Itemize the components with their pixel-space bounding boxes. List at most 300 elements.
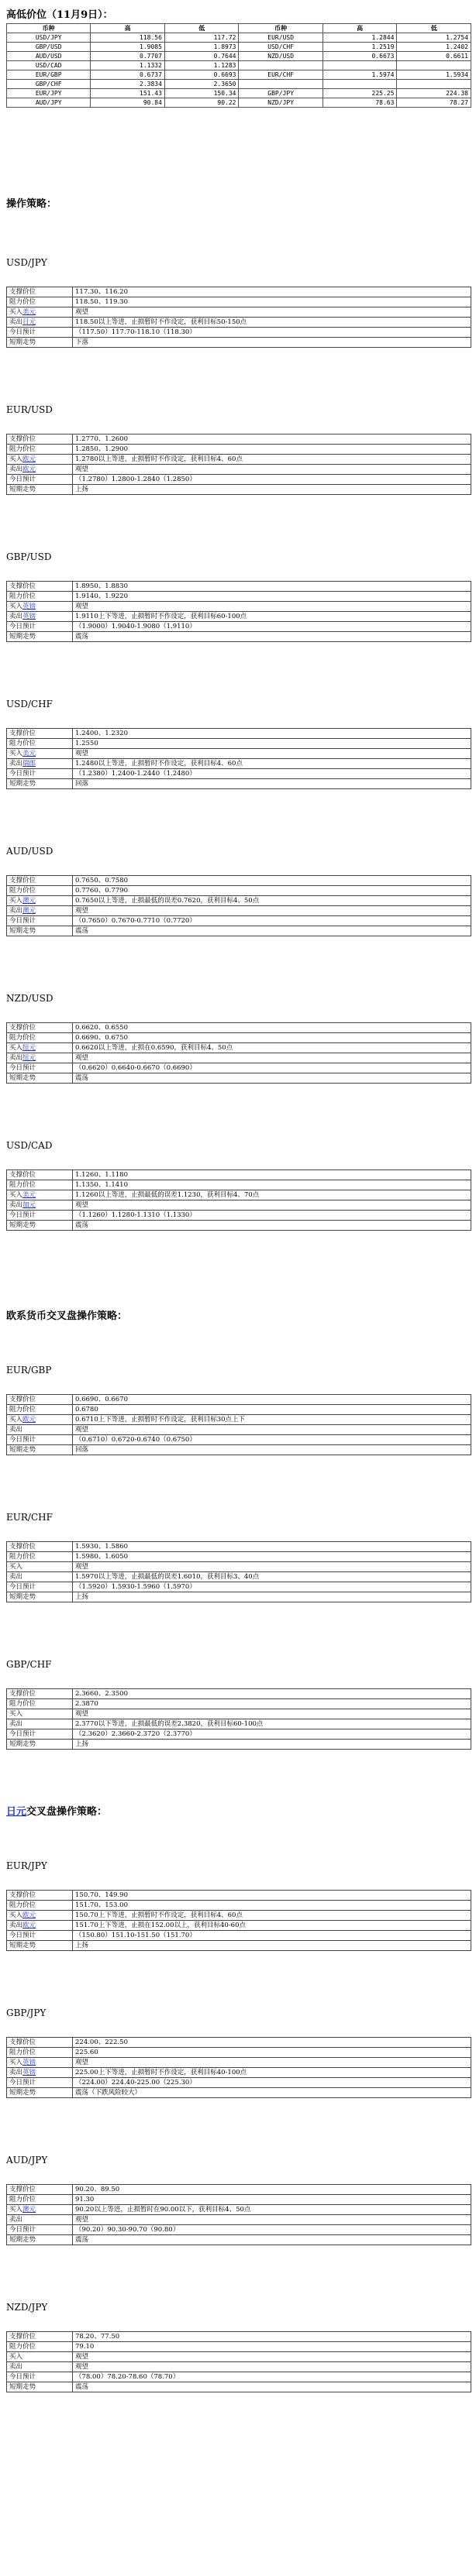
row-label-text: 阻力价位 — [9, 1700, 36, 1708]
buy-row — [7, 1190, 471, 1200]
today-row — [7, 1063, 471, 1073]
row-label-text: 支撑价位 — [9, 1171, 36, 1179]
row-label — [7, 729, 73, 739]
row-label — [7, 1562, 73, 1572]
currency-link[interactable]: 英镑 — [22, 613, 36, 620]
support-row — [7, 434, 471, 445]
strategy-table — [6, 287, 471, 348]
row-value: 225.60 — [73, 2048, 471, 2058]
pair-title: EUR/CHF — [6, 1512, 53, 1523]
row-label — [7, 1200, 73, 1211]
high-low-cell: 0.6737 — [91, 70, 165, 80]
row-value: 1.9110上下等进，止损暂时不作设定，获利目标60-100点 — [73, 612, 471, 622]
header-cell: 币种 — [7, 24, 91, 33]
page-title: 高低价位（11月9日）： — [6, 9, 113, 21]
row-label — [7, 2205, 73, 2215]
resistance-row — [7, 1033, 471, 1043]
header-cell: 币种 — [239, 24, 323, 33]
row-label — [7, 475, 73, 485]
trend-row — [7, 2088, 471, 2098]
row-label — [7, 582, 73, 592]
high-low-cell: 1.2402 — [397, 43, 471, 52]
row-value: 2.3660、2.3500 — [73, 1689, 471, 1699]
row-value: 79.10 — [73, 2342, 471, 2352]
high-low-cell: EUR/JPY — [7, 89, 91, 98]
row-label-text: 支撑价位 — [9, 435, 36, 443]
pair-title: AUD/USD — [6, 846, 53, 857]
row-value: （0.7650）0.7670-0.7710（0.7720） — [73, 916, 471, 926]
buy-row — [7, 749, 471, 759]
row-label — [7, 1023, 73, 1033]
support-row — [7, 2038, 471, 2048]
resistance-row — [7, 1901, 471, 1911]
high-low-cell: 1.9085 — [91, 43, 165, 52]
row-label-text: 阻力价位 — [9, 1181, 36, 1189]
header-cell: 高 — [323, 24, 397, 33]
high-low-cell: GBP/CHF — [7, 80, 91, 89]
currency-link[interactable]: 瑞郎 — [22, 760, 36, 768]
trend-row — [7, 1941, 471, 1951]
resistance-row — [7, 1180, 471, 1190]
trend-row — [7, 632, 471, 642]
row-label-text: 阻力价位 — [9, 2343, 36, 2351]
support-row — [7, 2185, 471, 2195]
currency-link[interactable]: 欧元 — [22, 455, 36, 463]
high-low-cell: 1.2754 — [397, 33, 471, 43]
row-label-text: 卖出 — [9, 1922, 23, 1929]
resistance-row — [7, 1699, 471, 1709]
row-label — [7, 318, 73, 328]
high-low-cell: 2.3834 — [91, 80, 165, 89]
high-low-cell: 224.38 — [397, 89, 471, 98]
row-value: 2.3770以下等进，止损最低的误差2.3820，获利目标60-100点 — [73, 1719, 471, 1729]
row-value: 观望 — [73, 906, 471, 916]
high-low-cell: 117.72 — [164, 33, 239, 43]
currency-link[interactable]: 美元 — [22, 1191, 36, 1199]
high-low-cell: 1.1283 — [164, 61, 239, 70]
buy-row — [7, 1043, 471, 1053]
row-label — [7, 779, 73, 789]
row-label — [7, 1415, 73, 1425]
row-label-text: 短期走势 — [9, 1446, 36, 1454]
row-label-text: 短期走势 — [9, 1221, 36, 1229]
yen-cross-link[interactable]: 日元 — [6, 1806, 27, 1818]
high-low-table — [6, 23, 471, 108]
row-label — [7, 328, 73, 338]
high-low-cell: 225.25 — [323, 89, 397, 98]
row-value: 1.1260、1.1180 — [73, 1170, 471, 1180]
row-label-text: 阻力价位 — [9, 1406, 36, 1413]
row-label-text: 买入 — [9, 2353, 23, 2361]
row-label — [7, 1405, 73, 1415]
strategy-table — [6, 1022, 471, 1084]
today-row — [7, 475, 471, 485]
strategy-table — [6, 1170, 471, 1231]
resistance-row — [7, 886, 471, 896]
row-value: （1.1260）1.1280-1.1310（1.1330） — [73, 1211, 471, 1221]
today-row — [7, 769, 471, 779]
trend-row — [7, 1445, 471, 1455]
row-label — [7, 1921, 73, 1931]
trend-row — [7, 1073, 471, 1084]
trend-row — [7, 926, 471, 936]
sell-row — [7, 612, 471, 622]
row-label — [7, 886, 73, 896]
row-label — [7, 2048, 73, 2058]
trend-row — [7, 2235, 471, 2245]
high-low-cell: 78.63 — [323, 98, 397, 108]
high-low-cell: 2.3650 — [164, 80, 239, 89]
pair-title: EUR/GBP — [6, 1365, 52, 1376]
row-value: 震荡 — [73, 2382, 471, 2392]
row-label — [7, 1425, 73, 1435]
row-label — [7, 1180, 73, 1190]
high-low-cell: 90.84 — [91, 98, 165, 108]
currency-link[interactable]: 英镑 — [22, 2069, 36, 2076]
row-label-text: 买入 — [9, 1416, 23, 1424]
row-label-text: 买入 — [9, 897, 23, 905]
trend-row — [7, 1740, 471, 1750]
row-value: 上扬 — [73, 485, 471, 495]
row-label — [7, 1063, 73, 1073]
row-label-text: 短期走势 — [9, 780, 36, 788]
strategy-table — [6, 728, 471, 789]
resistance-row — [7, 2195, 471, 2205]
strategy-heading: 操作策略： — [6, 198, 57, 210]
sell-row — [7, 2215, 471, 2225]
currency-link[interactable]: 日元 — [22, 318, 36, 326]
row-label — [7, 1190, 73, 1200]
row-label-text: 卖出 — [9, 318, 23, 326]
row-value: （2.3620）2.3660-2.3720（2.3770） — [73, 1729, 471, 1740]
currency-link[interactable]: 加元 — [22, 1201, 36, 1209]
high-low-cell: 1.8973 — [164, 43, 239, 52]
row-value: （78.00）78.20-78.60（78.70） — [73, 2372, 471, 2382]
row-label — [7, 602, 73, 612]
row-label — [7, 739, 73, 749]
today-row — [7, 2078, 471, 2088]
today-row — [7, 1582, 471, 1592]
row-label-text: 阻力价位 — [9, 592, 36, 600]
row-label — [7, 2088, 73, 2098]
row-value: 78.20、77.50 — [73, 2332, 471, 2342]
row-value: 1.2850、1.2900 — [73, 445, 471, 455]
strategy-table — [6, 2184, 471, 2245]
high-low-cell: 1.1332 — [91, 61, 165, 70]
buy-row — [7, 455, 471, 465]
row-value: （1.2380）1.2400-1.2440（1.2480） — [73, 769, 471, 779]
currency-link[interactable]: 澳元 — [22, 2206, 36, 2214]
row-label-text: 短期走势 — [9, 1593, 36, 1601]
high-low-cell: 78.27 — [397, 98, 471, 108]
high-low-cell: EUR/CHF — [239, 70, 323, 80]
currency-link[interactable]: 欧元 — [22, 1922, 36, 1929]
row-label — [7, 2372, 73, 2382]
high-low-cell — [323, 80, 397, 89]
row-label — [7, 1552, 73, 1562]
resistance-row — [7, 2048, 471, 2058]
strategy-table — [6, 434, 471, 495]
row-label-text: 今日预计 — [9, 1436, 36, 1444]
row-value: 118.50、119.30 — [73, 297, 471, 307]
row-label-text: 支撑价位 — [9, 2186, 36, 2193]
trend-row — [7, 1221, 471, 1231]
row-label — [7, 455, 73, 465]
support-row — [7, 876, 471, 886]
sell-row — [7, 1425, 471, 1435]
row-label-text: 卖出 — [9, 760, 23, 768]
row-label-text: 卖出 — [9, 907, 23, 915]
row-label-text: 短期走势 — [9, 2236, 36, 2244]
buy-row — [7, 1911, 471, 1921]
pair-title: GBP/JPY — [6, 2008, 47, 2018]
strategy-table — [6, 2331, 471, 2392]
row-value: （117.50）117.70-118.10（118.30） — [73, 328, 471, 338]
support-row — [7, 1170, 471, 1180]
today-row — [7, 1211, 471, 1221]
row-label — [7, 906, 73, 916]
currency-link[interactable]: 英镑 — [22, 2059, 36, 2066]
row-label-text: 支撑价位 — [9, 1891, 36, 1899]
row-value: （150.80）151.10-151.50（151.70） — [73, 1931, 471, 1941]
high-low-row — [7, 70, 471, 80]
row-value: 0.6620、0.6550 — [73, 1023, 471, 1033]
strategy-table — [6, 1541, 471, 1602]
row-label — [7, 1689, 73, 1699]
buy-row — [7, 2058, 471, 2068]
row-label-text: 卖出 — [9, 2363, 23, 2371]
high-low-cell: 1.5934 — [397, 70, 471, 80]
sell-row — [7, 2362, 471, 2372]
row-label-text: 买入 — [9, 2206, 23, 2214]
high-low-cell — [397, 80, 471, 89]
row-label — [7, 2185, 73, 2195]
currency-link[interactable]: 欧元 — [22, 1416, 36, 1424]
row-value: 0.7650、0.7580 — [73, 876, 471, 886]
row-label — [7, 1719, 73, 1729]
row-value: 1.2780以上等进，止损暂时不作设定，获利目标4、60点 — [73, 455, 471, 465]
row-value: 150.70上下等进，止损暂时不作设定，获利目标4、60点 — [73, 1911, 471, 1921]
row-label — [7, 2225, 73, 2235]
row-value: 1.2400、1.2320 — [73, 729, 471, 739]
today-row — [7, 2372, 471, 2382]
row-label — [7, 1740, 73, 1750]
today-row — [7, 622, 471, 632]
row-label-text: 今日预计 — [9, 917, 36, 925]
row-label-text: 买入 — [9, 1710, 23, 1718]
row-value: 观望 — [73, 2058, 471, 2068]
row-label-text: 阻力价位 — [9, 887, 36, 895]
row-label-text: 阻力价位 — [9, 1034, 36, 1042]
currency-link[interactable]: 美元 — [22, 308, 36, 316]
row-value: 2.3870 — [73, 1699, 471, 1709]
high-low-row — [7, 98, 471, 108]
row-value: 震荡 — [73, 926, 471, 936]
row-label-text: 支撑价位 — [9, 288, 36, 296]
high-low-cell: EUR/USD — [239, 33, 323, 43]
resistance-row — [7, 445, 471, 455]
row-label — [7, 1911, 73, 1921]
row-label — [7, 287, 73, 297]
row-label — [7, 896, 73, 906]
currency-link[interactable]: 英镑 — [22, 603, 36, 610]
row-label — [7, 632, 73, 642]
row-label — [7, 1582, 73, 1592]
row-label — [7, 2342, 73, 2352]
resistance-row — [7, 2342, 471, 2352]
row-label — [7, 1542, 73, 1552]
row-label — [7, 307, 73, 318]
high-low-cell: 151.43 — [91, 89, 165, 98]
high-low-row — [7, 80, 471, 89]
row-value: 1.5980、1.6050 — [73, 1552, 471, 1562]
row-label — [7, 2058, 73, 2068]
row-label — [7, 1709, 73, 1719]
row-label — [7, 2038, 73, 2048]
high-low-cell: USD/CHF — [239, 43, 323, 52]
buy-row — [7, 307, 471, 318]
row-value: 1.1260以上等进，止损最低的误差1.1230，获利目标4、70点 — [73, 1190, 471, 1200]
row-label-text: 阻力价位 — [9, 298, 36, 306]
pair-title: USD/CAD — [6, 1140, 53, 1151]
row-label — [7, 592, 73, 602]
currency-link[interactable]: 澳元 — [22, 897, 36, 905]
high-low-cell — [323, 61, 397, 70]
row-label-text: 买入 — [9, 1911, 23, 1919]
high-low-cell: 1.2519 — [323, 43, 397, 52]
high-low-cell: EUR/GBP — [7, 70, 91, 80]
row-label — [7, 1395, 73, 1405]
row-value: （1.5920）1.5930-1.5960（1.5970） — [73, 1582, 471, 1592]
trend-row — [7, 779, 471, 789]
row-label-text: 支撑价位 — [9, 1396, 36, 1403]
row-value: 224.00、222.50 — [73, 2038, 471, 2048]
sell-row — [7, 318, 471, 328]
today-row — [7, 2225, 471, 2235]
currency-link[interactable]: 美元 — [22, 750, 36, 757]
resistance-row — [7, 1405, 471, 1415]
row-value: 观望 — [73, 2362, 471, 2372]
currency-link[interactable]: 澳元 — [22, 907, 36, 915]
row-label — [7, 1170, 73, 1180]
row-value: 118.50以上等进，止损暂时不作设定，获利目标50-150点 — [73, 318, 471, 328]
currency-link[interactable]: 欧元 — [22, 465, 36, 473]
row-value: 150.70、149.90 — [73, 1891, 471, 1901]
high-low-cell — [397, 61, 471, 70]
buy-row — [7, 2205, 471, 2215]
row-label-text: 卖出 — [9, 465, 23, 473]
row-value: （90.20）90.30-90.70（90.80） — [73, 2225, 471, 2235]
row-label — [7, 769, 73, 779]
high-low-cell: 0.6611 — [397, 52, 471, 61]
row-label — [7, 1941, 73, 1951]
row-label — [7, 485, 73, 495]
support-row — [7, 1891, 471, 1901]
row-value: 观望 — [73, 1053, 471, 1063]
row-label — [7, 2382, 73, 2392]
row-label — [7, 1891, 73, 1901]
row-value: 1.2550 — [73, 739, 471, 749]
row-label-text: 卖出 — [9, 2216, 23, 2224]
high-low-row — [7, 52, 471, 61]
row-label-text: 今日预计 — [9, 623, 36, 630]
currency-link[interactable]: 纽元 — [22, 1054, 36, 1062]
row-value: 151.70上下等进，止损在152.00以上，获利目标40-60点 — [73, 1921, 471, 1931]
support-row — [7, 1395, 471, 1405]
row-value: （0.6710）0.6720-0.6740（0.6750） — [73, 1435, 471, 1445]
support-row — [7, 1542, 471, 1552]
row-label-text: 今日预计 — [9, 2373, 36, 2381]
pair-title: USD/JPY — [6, 257, 47, 268]
row-value: 0.6620以上等进，止损在0.6590，获利目标4、50点 — [73, 1043, 471, 1053]
row-label-text: 阻力价位 — [9, 1901, 36, 1909]
row-label-text: 今日预计 — [9, 770, 36, 778]
row-label-text: 阻力价位 — [9, 740, 36, 747]
row-label — [7, 1699, 73, 1709]
row-label-text: 今日预计 — [9, 476, 36, 483]
row-label — [7, 612, 73, 622]
row-value: 回落 — [73, 1445, 471, 1455]
row-value: 0.6690、0.6670 — [73, 1395, 471, 1405]
high-low-cell: 0.7644 — [164, 52, 239, 61]
row-label-text: 短期走势 — [9, 1740, 36, 1748]
row-value: 震荡 — [73, 1221, 471, 1231]
row-value: 观望 — [73, 1425, 471, 1435]
today-row — [7, 1435, 471, 1445]
row-label-text: 支撑价位 — [9, 1543, 36, 1551]
row-value: 1.1350、1.1410 — [73, 1180, 471, 1190]
row-label — [7, 1435, 73, 1445]
sell-row — [7, 1572, 471, 1582]
high-low-cell: AUD/JPY — [7, 98, 91, 108]
high-low-cell: AUD/USD — [7, 52, 91, 61]
row-value: 225.00上下等进，止损暂时不作设定，获利目标40-100点 — [73, 2068, 471, 2078]
row-label-text: 短期走势 — [9, 2089, 36, 2097]
row-value: 0.6780 — [73, 1405, 471, 1415]
high-low-row — [7, 61, 471, 70]
row-label-text: 短期走势 — [9, 2383, 36, 2391]
pair-title: NZD/USD — [6, 993, 53, 1004]
pair-title: USD/CHF — [6, 699, 53, 709]
row-value: （1.2780）1.2800-1.2840（1.2850） — [73, 475, 471, 485]
row-label — [7, 297, 73, 307]
row-label — [7, 445, 73, 455]
high-low-cell: 150.34 — [164, 89, 239, 98]
row-value: 90.20、89.50 — [73, 2185, 471, 2195]
header-cell: 低 — [397, 24, 471, 33]
resistance-row — [7, 297, 471, 307]
high-low-cell: 118.56 — [91, 33, 165, 43]
buy-row — [7, 1562, 471, 1572]
high-low-cell: NZD/USD — [239, 52, 323, 61]
row-label-text: 今日预计 — [9, 1211, 36, 1219]
strategy-table — [6, 1394, 471, 1455]
row-label — [7, 2235, 73, 2245]
row-label-text: 卖出 — [9, 2069, 23, 2076]
row-label-text: 短期走势 — [9, 1074, 36, 1082]
resistance-row — [7, 592, 471, 602]
strategy-table — [6, 1688, 471, 1750]
row-value: 观望 — [73, 1709, 471, 1719]
currency-link[interactable]: 纽元 — [22, 1044, 36, 1052]
currency-link[interactable]: 欧元 — [22, 1911, 36, 1919]
row-label-text: 阻力价位 — [9, 445, 36, 453]
support-row — [7, 1023, 471, 1033]
row-label — [7, 1445, 73, 1455]
row-label-text: 买入 — [9, 308, 23, 316]
row-value: 1.5970以上等进，止损最低的误差1.6010，获利目标3、40点 — [73, 1572, 471, 1582]
row-label-text: 卖出 — [9, 1426, 23, 1434]
